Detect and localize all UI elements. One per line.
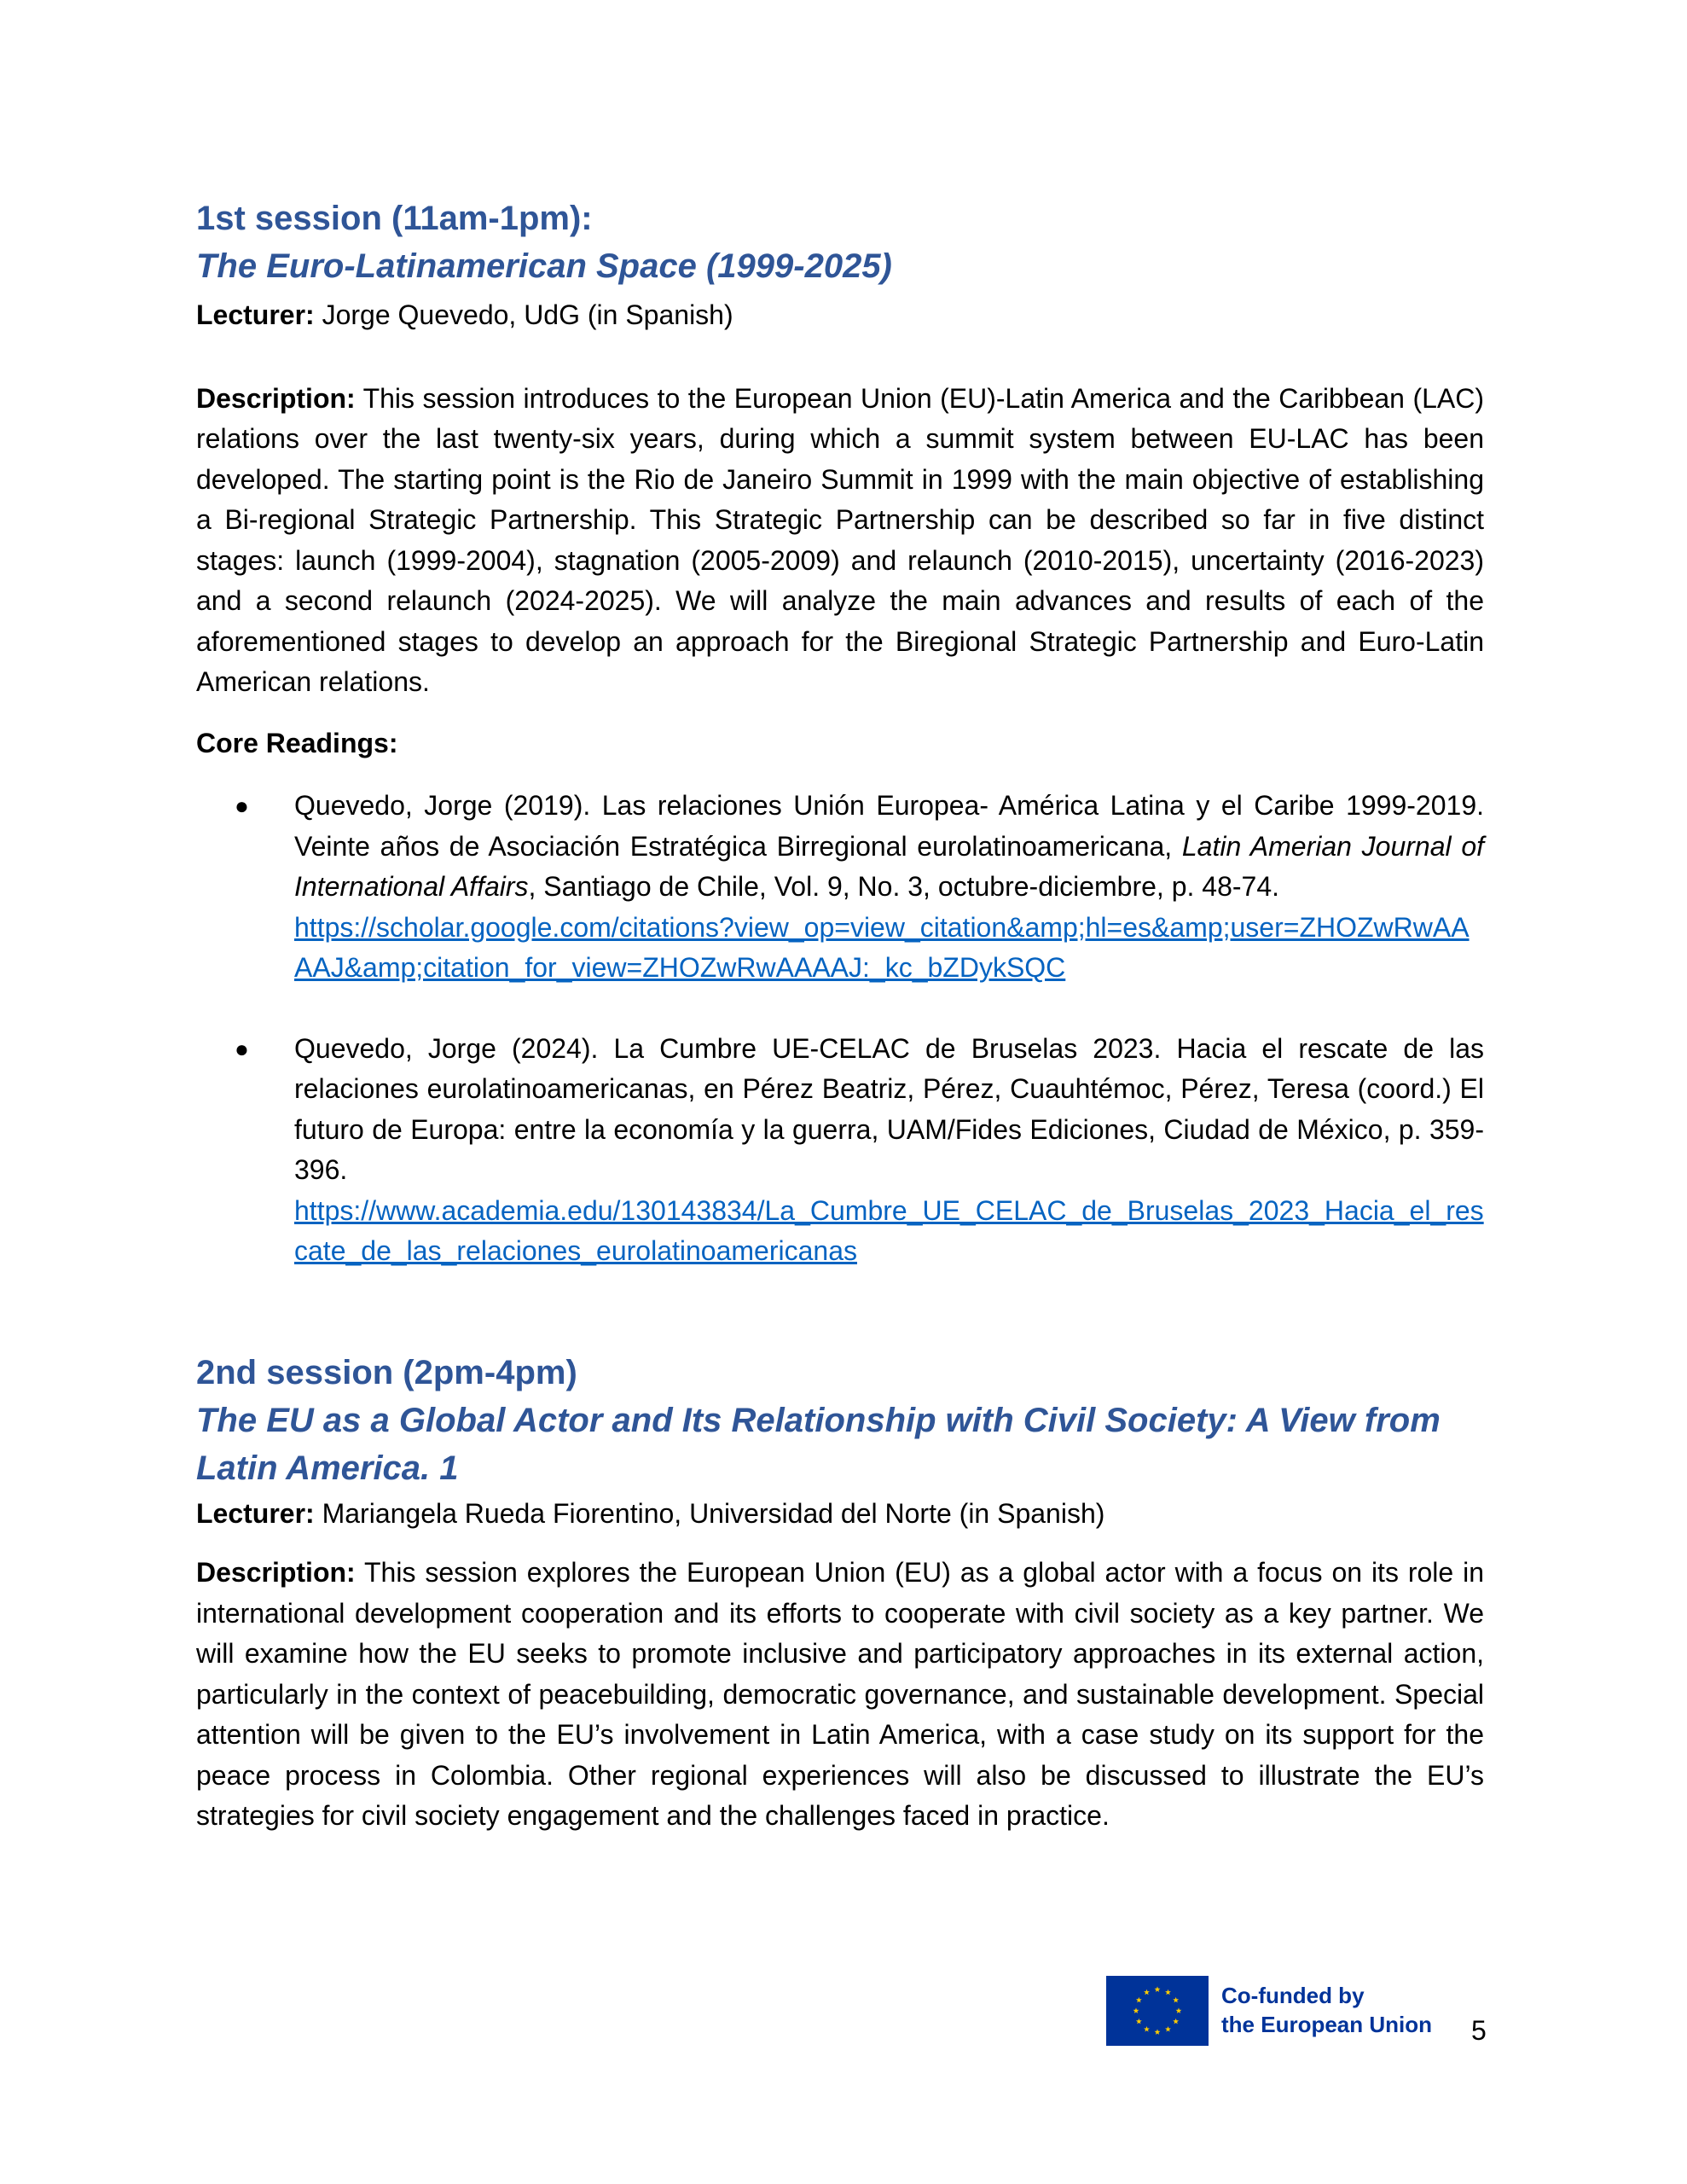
lecturer-label: Lecturer: <box>196 1497 315 1529</box>
cofunded-label <box>1221 1981 1432 2039</box>
core-readings-list <box>196 786 1484 1272</box>
lecturer-label: Lecturer: <box>196 299 315 330</box>
session-2-lecturer <box>196 1494 1484 1535</box>
star-icon <box>1133 2007 1139 2013</box>
lecturer-name: Jorge Quevedo, UdG (in Spanish) <box>314 299 733 330</box>
reading-citation: Quevedo, Jorge (2024). La Cumbre UE-CELAC de Bruselas 2023. Hacia el rescate de las relaciones eurolatinoamericanas, en Pérez Beatriz, Pérez, Cuauhtémoc, Pérez, Teresa (coord.) El futuro de Europa: entre la economía y la guerra, UAM/Fides Ediciones, Ciudad de México, p. 359-396. <box>294 1032 1484 1185</box>
session-2 <box>196 1349 1484 1837</box>
star-icon <box>1155 1986 1161 1992</box>
star-icon <box>1176 2007 1182 2013</box>
reading-link[interactable]: https://www.academia.edu/130143834/La_Cumbre_UE_CELAC_de_Bruselas_2023_Hacia_el_rescate_de_las_relaciones_eurolatinoamericanas <box>294 1194 1484 1266</box>
cofunded-line-2: the European Union <box>1221 2012 1432 2037</box>
list-item <box>196 1029 1484 1272</box>
session-1-heading: 1st session (11am-1pm): <box>196 200 593 237</box>
description-label: Description: <box>196 1557 356 1588</box>
bullet-icon: ● <box>235 1035 249 1062</box>
session-1-lecturer <box>196 295 1484 336</box>
reading-citation: Quevedo, Jorge (2019). Las relaciones Unión Europea- América Latina y el Caribe 1999-2019. Veinte años de Asociación Estratégica Birregional eurolatinoamericana, <box>294 790 1484 862</box>
page-content <box>196 195 1484 1837</box>
star-icon <box>1173 1997 1179 2003</box>
cofunded-line-1: Co-funded by <box>1221 1983 1365 2008</box>
star-icon <box>1155 2029 1161 2035</box>
star-icon <box>1165 1989 1171 1995</box>
star-icon <box>1144 1989 1150 1995</box>
session-1-description <box>196 379 1484 703</box>
description-text: This session explores the European Union (EU) as a global actor with a focus on its role in international development cooperation and its efforts to cooperate with civil society as a key partner. We will examine how the EU seeks to promote inclusive and participatory approaches in its external action, particularly in the context of peacebuilding, democratic governance, and sustainable development. Special attention will be given to the EU’s involvement in Latin America, with a case study on its support for the peace process in Colombia. Other regional experiences will also be discussed to illustrate the EU’s strategies for civil society engagement and the challenges faced in practice. <box>196 1557 1484 1831</box>
star-icon <box>1136 1997 1142 2003</box>
description-label: Description: <box>196 382 356 414</box>
reading-journal: Latin Amerian Journal of International Affairs <box>294 830 1485 902</box>
star-icon <box>1173 2018 1179 2024</box>
star-icon <box>1144 2026 1150 2032</box>
core-readings-heading: Core Readings: <box>196 727 398 758</box>
bullet-icon: ● <box>235 793 249 819</box>
lecturer-name: Mariangela Rueda Fiorentino, Universidad del Norte (in Spanish) <box>314 1497 1105 1529</box>
reading-link[interactable]: https://scholar.google.com/citations?view_op=view_citation&amp;hl=es&amp;user=ZHOZwRwAAAAJ&amp;citation_for_view=ZHOZwRwAAAAJ:_kc_bZDykSQC <box>294 911 1470 983</box>
page-number: 5 <box>1471 2015 1487 2046</box>
star-icon <box>1165 2026 1171 2032</box>
session-1-title: The Euro-Latinamerican Space (1999-2025) <box>196 247 892 285</box>
session-1 <box>196 195 1484 1272</box>
eu-flag-stars <box>1106 1976 1209 2046</box>
eu-flag-icon <box>1106 1976 1209 2046</box>
description-text: This session introduces to the European Union (EU)-Latin America and the Caribbean (LAC) relations over the last twenty-six years, during which a summit system between EU-LAC has been developed. The starting point is the Rio de Janeiro Summit in 1999 with the main objective of establishing a Bi-regional Strategic Partnership. This Strategic Partnership can be described so far in five distinct stages: launch (1999-2004), stagnation (2005-2009) and relaunch (2010-2015), uncertainty (2016-2023) and a second relaunch (2024-2025). We will analyze the main advances and results of each of the aforementioned stages to develop an approach for the Biregional Strategic Partnership and Euro-Latin American relations. <box>196 382 1484 697</box>
reading-citation-end: , Santiago de Chile, Vol. 9, No. 3, octubre-diciembre, p. 48-74. <box>528 871 1280 902</box>
session-2-title: The EU as a Global Actor and Its Relationship with Civil Society: A View from Latin America. 1 <box>196 1401 1441 1487</box>
session-2-description <box>196 1553 1484 1837</box>
star-icon <box>1136 2018 1142 2024</box>
list-item <box>196 786 1484 989</box>
session-2-heading: 2nd session (2pm-4pm) <box>196 1353 577 1391</box>
